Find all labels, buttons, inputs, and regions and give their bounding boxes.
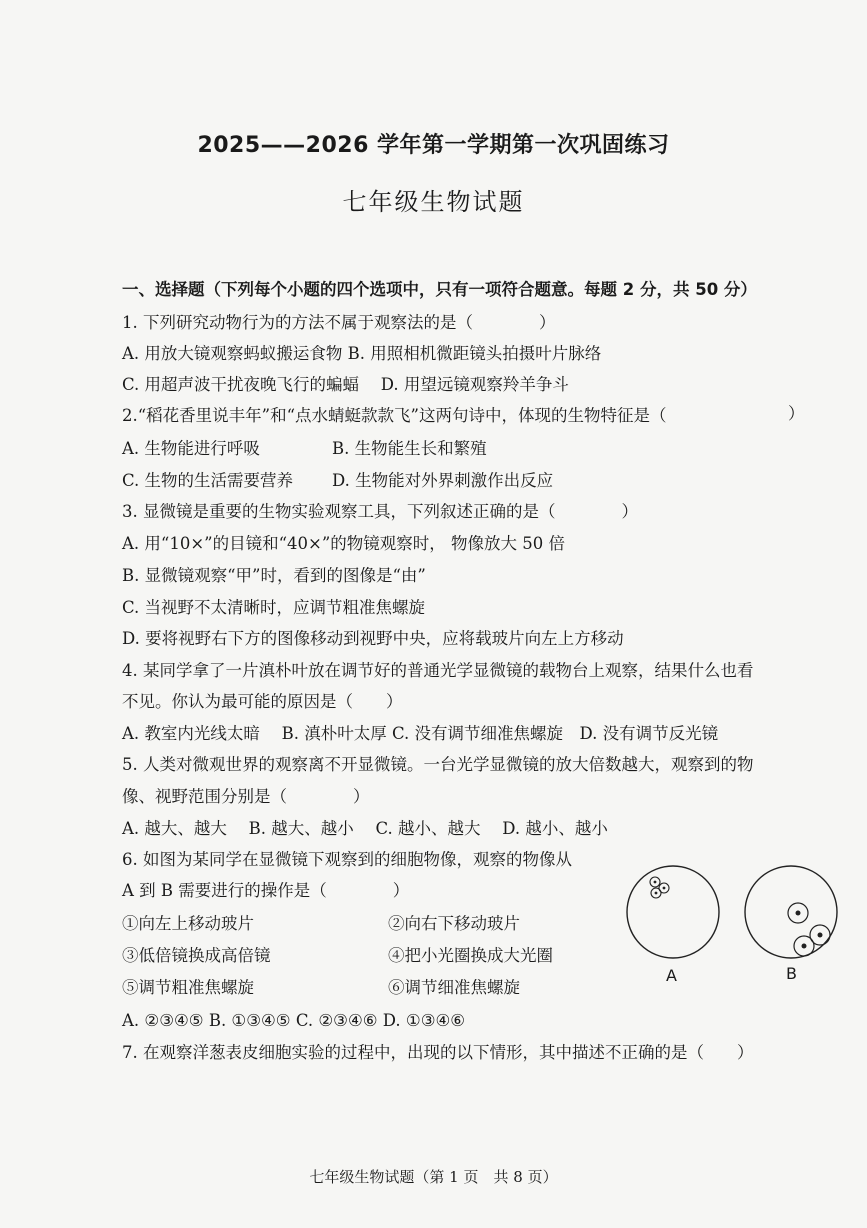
q1-stem: 1. 下列研究动物行为的方法不属于观察法的是（ ） xyxy=(122,313,556,332)
figure-label-a: A xyxy=(666,966,677,985)
q3-option-c: C. 当视野不太清晰时，应调节粗准焦螺旋 xyxy=(122,598,426,617)
q2-option-a: A. 生物能进行呼吸 xyxy=(122,439,260,458)
q4-options: A. 教室内光线太暗 B. 滇朴叶太厚 C. 没有调节细准焦螺旋 D. 没有调节反光镜 xyxy=(122,724,719,743)
q6-operation-4: ④把小光圈换成大光圈 xyxy=(388,946,553,965)
q4-stem-line1: 4. 某同学拿了一片滇朴叶放在调节好的普通光学显微镜的载物台上观察，结果什么也看 xyxy=(122,661,754,680)
field-a-circle xyxy=(627,866,719,958)
figure-label-b: B xyxy=(786,964,797,983)
microscope-field-figure xyxy=(618,862,848,992)
q7-stem: 7. 在观察洋葱表皮细胞实验的过程中，出现的以下情形，其中描述不正确的是（ ） xyxy=(122,1043,754,1062)
field-b-nucleus xyxy=(796,911,801,916)
q6-operation-6: ⑥调节细准焦螺旋 xyxy=(388,978,520,997)
field-a-nucleus xyxy=(655,892,658,895)
q6-operation-3: ③低倍镜换成高倍镜 xyxy=(122,946,271,965)
q2-stem-end: ） xyxy=(788,404,805,423)
field-a-nucleus xyxy=(654,881,657,884)
q1-options-cd: C. 用超声波干扰夜晚飞行的蝙蝠 D. 用望远镜观察羚羊争斗 xyxy=(122,375,569,394)
q6-options: A. ②③④⑤ B. ①③④⑤ C. ②③④⑥ D. ①③④⑥ xyxy=(122,1011,466,1030)
field-a-nucleus xyxy=(663,887,666,890)
q3-stem: 3. 显微镜是重要的生物实验观察工具，下列叙述正确的是（ ） xyxy=(122,502,638,521)
q6-stem-line1: 6. 如图为某同学在显微镜下观察到的细胞物像，观察的物像从 xyxy=(122,850,572,869)
field-b-nucleus xyxy=(818,933,823,938)
q2-option-d: D. 生物能对外界刺激作出反应 xyxy=(332,471,554,490)
q5-options: A. 越大、越大 B. 越大、越小 C. 越小、越大 D. 越小、越小 xyxy=(122,819,608,838)
q2-option-b: B. 生物能生长和繁殖 xyxy=(332,439,487,458)
q3-option-b: B. 显微镜观察“甲”时，看到的图像是“由” xyxy=(122,566,426,585)
q2-option-c: C. 生物的生活需要营养 xyxy=(122,471,294,490)
q4-stem-line2: 不见。你认为最可能的原因是（ ） xyxy=(122,692,403,711)
q1-options-ab: A. 用放大镜观察蚂蚁搬运食物 B. 用照相机微距镜头拍摄叶片脉络 xyxy=(122,344,602,363)
q6-stem-line2: A 到 B 需要进行的操作是（ ） xyxy=(122,881,410,900)
section-heading: 一、选择题（下列每个小题的四个选项中，只有一项符合题意。每题 2 分，共 50 分） xyxy=(122,280,757,299)
q5-stem-line1: 5. 人类对微观世界的观察离不开显微镜。一台光学显微镜的放大倍数越大，观察到的物 xyxy=(122,755,754,774)
q6-operation-5: ⑤调节粗准焦螺旋 xyxy=(122,978,254,997)
q3-option-a: A. 用“10×”的目镜和“40×”的物镜观察时， 物像放大 50 倍 xyxy=(122,534,566,553)
field-b-nucleus xyxy=(802,944,807,949)
page-footer: 七年级生物试题（第 1 页 共 8 页） xyxy=(309,1168,558,1186)
exam-subtitle: 七年级生物试题 xyxy=(342,188,525,216)
microscope-field-svg xyxy=(618,862,848,992)
q5-stem-line2: 像、视野范围分别是（ ） xyxy=(122,787,370,806)
exam-title: 2025——2026 学年第一学期第一次巩固练习 xyxy=(197,133,670,158)
q3-option-d: D. 要将视野右下方的图像移动到视野中央，应将载玻片向左上方移动 xyxy=(122,629,624,648)
q6-operation-1: ①向左上移动玻片 xyxy=(122,914,254,933)
q2-stem: 2.“稻花香里说丰年”和“点水蜻蜓款款飞”这两句诗中，体现的生物特征是（ xyxy=(122,406,667,425)
q6-operation-2: ②向右下移动玻片 xyxy=(388,914,520,933)
